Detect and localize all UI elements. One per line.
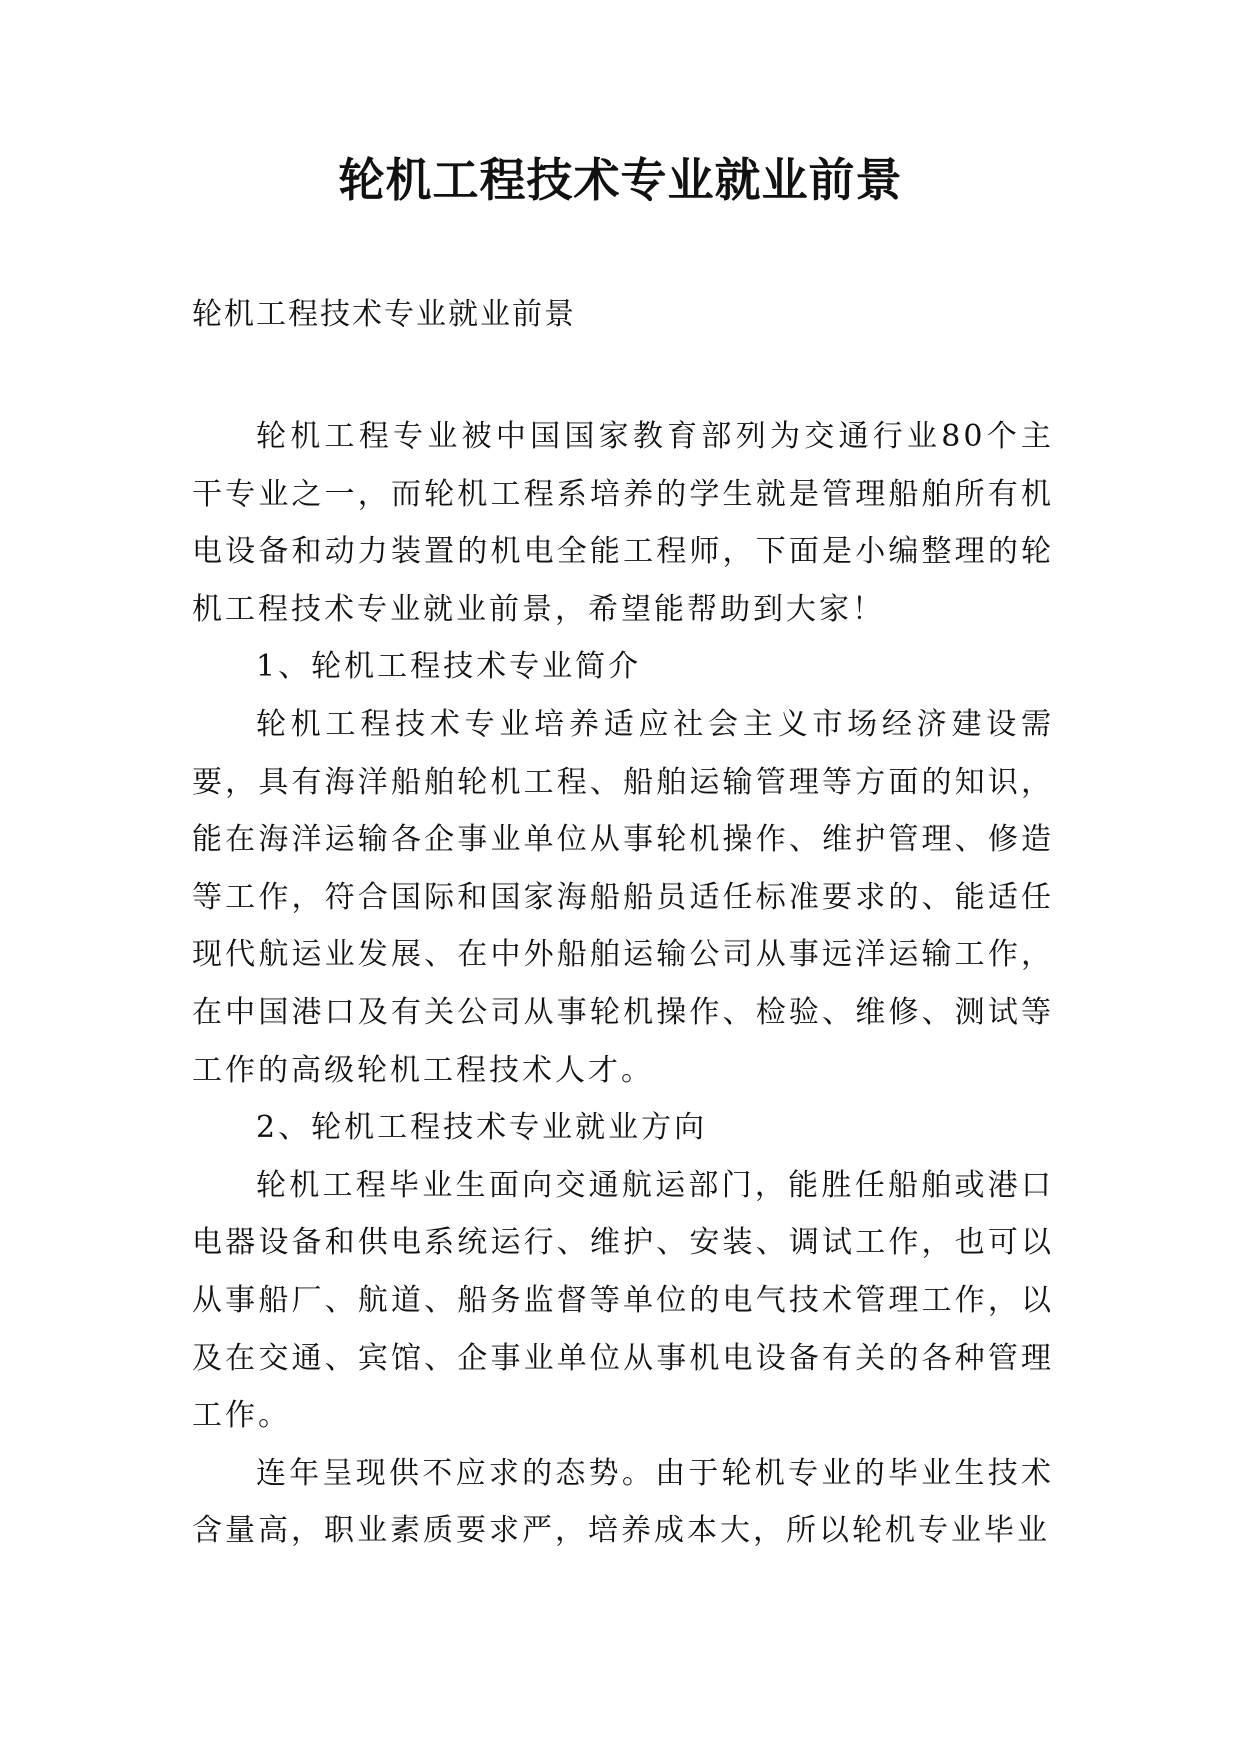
paragraph-demand: 连年呈现供不应求的态势。由于轮机专业的毕业生技术含量高，职业素质要求严，培养成本大，所以轮机专业毕业 <box>192 1455 1054 1549</box>
paragraph-intro: 轮机工程专业被中国国家教育部列为交通行业80个主干专业之一，而轮机工程系培养的学生就是管理船舶所有机电设备和动力装置的机电全能工程师，下面是小编整理的轮机工程技术专业就业前景，希望能帮助到大家！ <box>192 419 1054 627</box>
section-heading-employment-direction: 2、轮机工程技术专业就业方向 <box>256 1110 708 1146</box>
document-body <box>192 408 1054 1560</box>
paragraph-introduction: 轮机工程技术专业培养适应社会主义市场经济建设需要，具有海洋船舶轮机工程、船舶运输管理等方面的知识，能在海洋运输各企事业单位从事轮机操作、维护管理、修造等工作，符合国际和国家海船船员适任标准要求的、能适任现代航运业发展、在中外船舶运输公司从事远洋运输工作，在中国港口及有关公司从事轮机操作、检验、维修、测试等工作的高级轮机工程技术人才。 <box>192 706 1054 1088</box>
section-heading-introduction: 1、轮机工程技术专业简介 <box>256 649 642 685</box>
paragraph-employment-direction: 轮机工程毕业生面向交通航运部门，能胜任船舶或港口电器设备和供电系统运行、维护、安装、调试工作，也可以从事船厂、航道、船务监督等单位的电气技术管理工作，以及在交通、宾馆、企事业单位从事机电设备有关的各种管理工作。 <box>192 1167 1054 1434</box>
document-title: 轮机工程技术专业就业前景 <box>338 153 903 207</box>
document-subtitle: 轮机工程技术专业就业前景 <box>192 297 576 332</box>
